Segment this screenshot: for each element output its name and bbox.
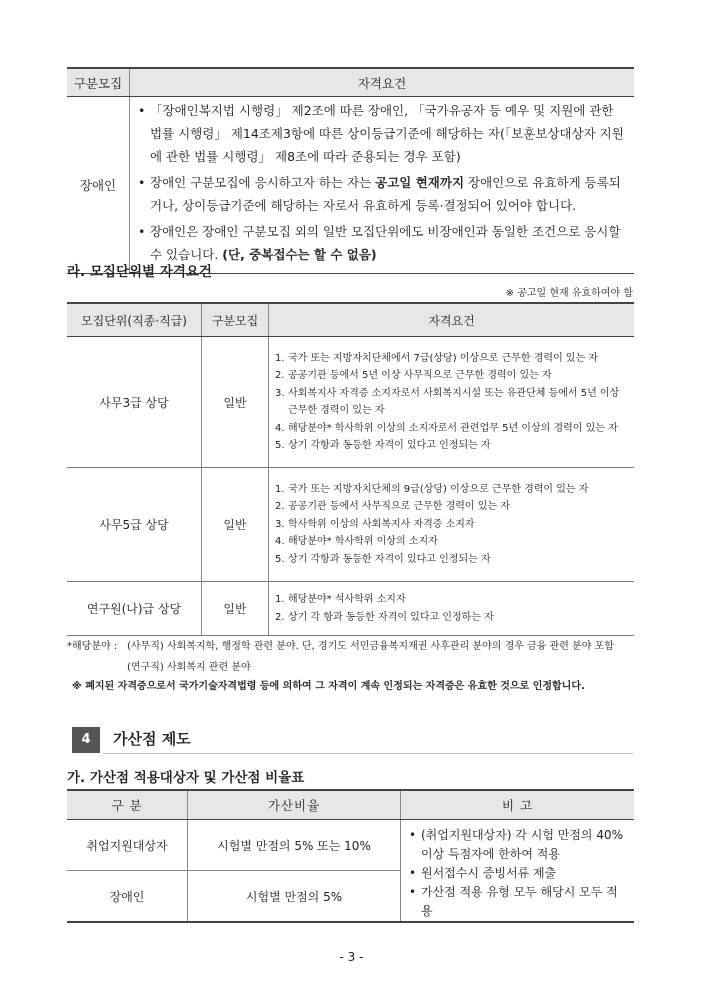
validity-note: ※ 공고일 현재 유효하여야 함 <box>505 288 633 299</box>
requirements-cell <box>269 468 635 582</box>
list-item: 1. 국가 또는 지방자치단체의 9급(상당) 이상으로 근무한 경력이 있는 자 <box>275 483 589 495</box>
ratio-cell: 시험별 만점의 5% 또는 10% <box>188 820 401 871</box>
target-cell: 취업지원대상자 <box>67 820 188 871</box>
list-item: 5. 상기 각항과 동등한 자격이 있다고 인정되는 자 <box>275 553 491 565</box>
footnote-line: (연구직) 사회복지 관련 분야 <box>127 662 251 673</box>
remark-bullet: • 원서접수시 증빙서류 제출 <box>407 864 628 883</box>
bold-text: (단, 중복접수는 할 수 없음) <box>222 247 377 262</box>
col-header-requirements: 자격요건 <box>130 68 635 97</box>
type-cell: 일반 <box>202 337 269 468</box>
col-header-type: 구분모집 <box>202 303 269 337</box>
certificate-note: ※ 폐지된 자격증으로서 국가기술자격법령 등에 의하여 그 자격이 계속 인정되는 자격증은 유효한 것으로 인정합니다. <box>72 681 585 692</box>
col-header-target: 구 분 <box>67 790 188 820</box>
requirements-cell <box>130 97 635 274</box>
list-item: 2. 공공기관 등에서 5년 이상 사무직으로 근무한 경력이 있는 자 <box>275 370 552 381</box>
target-cell: 장애인 <box>67 871 188 922</box>
list-item: 3. 사회복지사 자격증 소지자로서 사회복지시설 또는 유관단체 등에서 5년 이상 근무한 경력이 있는 자 <box>275 387 620 416</box>
section-divider <box>103 753 633 754</box>
col-header-category: 구분모집 <box>67 68 130 97</box>
field-footnote <box>67 637 637 673</box>
requirements-cell <box>269 582 635 636</box>
col-header-remarks: 비 고 <box>401 790 635 820</box>
table-row <box>67 820 634 871</box>
requirement-bullet: • 장애인 구분모집에 응시하고자 하는 자는 공고일 현재까지 장애인으로 유효하게 등록되거나, 상이등급기준에 해당하는 자로서 유효하게 등록·결정되어 있어야 합니다. <box>136 171 624 217</box>
unit-cell: 사무3급 상당 <box>67 337 202 468</box>
disabled-qualification-table <box>67 67 634 274</box>
list-item: 5. 상기 각항과 동등한 자격이 있다고 인정되는 자 <box>275 440 491 451</box>
list-item: 2. 상기 각 항과 동등한 자격이 있다고 인정하는 자 <box>275 611 494 623</box>
requirements-cell <box>269 337 635 468</box>
table-row <box>67 337 634 468</box>
list-item: 3. 학사학위 이상의 사회복지사 자격증 소지자 <box>275 518 475 530</box>
unit-cell: 연구원(나)급 상당 <box>67 582 202 636</box>
remark-bullet: • (취업지원대상자) 각 시험 만점의 40%이상 득점자에 한하여 적용 <box>407 826 628 864</box>
requirement-bullet: • 「장애인복지법 시행령」 제2조에 따른 장애인, 「국가유공자 등 예우 및 지원에 관한 법률 시행령」 제14조제3항에 따른 상이등급기준에 해당하는 자(「보훈보상대상자 지원에 관한 법률 시행령」 제8조에 따라 준용되는 경우 포함) <box>136 99 624 168</box>
remarks-cell <box>401 820 635 923</box>
remark-bullet: • 가산점 적용 유형 모두 해당시 모두 적용 <box>407 883 628 921</box>
unit-qualification-table <box>67 302 634 636</box>
unit-cell: 사무5급 상당 <box>67 468 202 582</box>
col-header-ratio: 가산비율 <box>188 790 401 820</box>
bold-text: 공고일 현재까지 <box>375 175 465 190</box>
type-cell: 일반 <box>202 468 269 582</box>
category-cell: 장애인 <box>67 97 130 274</box>
list-item: 1. 해당분야* 석사학위 소지자 <box>275 594 406 605</box>
page-number: - 3 - <box>339 950 364 964</box>
list-item: 4. 해당분야* 학사학위 이상의 소지자로서 관련업무 5년 이상의 경력이 있는 자 <box>275 422 618 434</box>
type-cell: 일반 <box>202 582 269 636</box>
list-item: 4. 해당분야* 학사학위 이상의 소지자 <box>275 536 438 548</box>
footnote-line: (사무직) 사회복지학, 행정학 관련 분야. 단, 경기도 서민금융복지재권 사후관리 분야의 경우 금융 관련 분야 포함 <box>127 641 614 652</box>
list-item: 1. 국가 또는 지방자치단체에서 7급(상당) 이상으로 근무한 경력이 있는 자 <box>275 352 599 364</box>
col-header-unit: 모집단위(직종·직급) <box>67 303 202 337</box>
requirement-bullet: • 장애인은 장애인 구분모집 외의 일반 모집단위에도 비장애인과 동일한 조건으로 응시할 수 있습니다. (단, 중복접수는 할 수 없음) <box>136 220 624 266</box>
table-row <box>67 582 634 636</box>
list-item: 2. 공공기관 등에서 사무직으로 근무한 경력이 있는 자 <box>275 501 510 513</box>
col-header-requirements: 자격요건 <box>269 303 635 337</box>
section-title: 가산점 제도 <box>113 730 191 748</box>
section-number-badge: 4 <box>72 727 100 753</box>
table-row <box>67 468 634 582</box>
section-title-la: 라. 모집단위별 자격요건 <box>67 264 212 280</box>
ratio-cell: 시험별 만점의 5% <box>188 871 401 922</box>
footnote-label: *해당분야 : <box>67 641 118 652</box>
bonus-points-table <box>67 789 634 923</box>
section-title-ga: 가. 가산점 적용대상자 및 가산점 비율표 <box>67 770 305 786</box>
